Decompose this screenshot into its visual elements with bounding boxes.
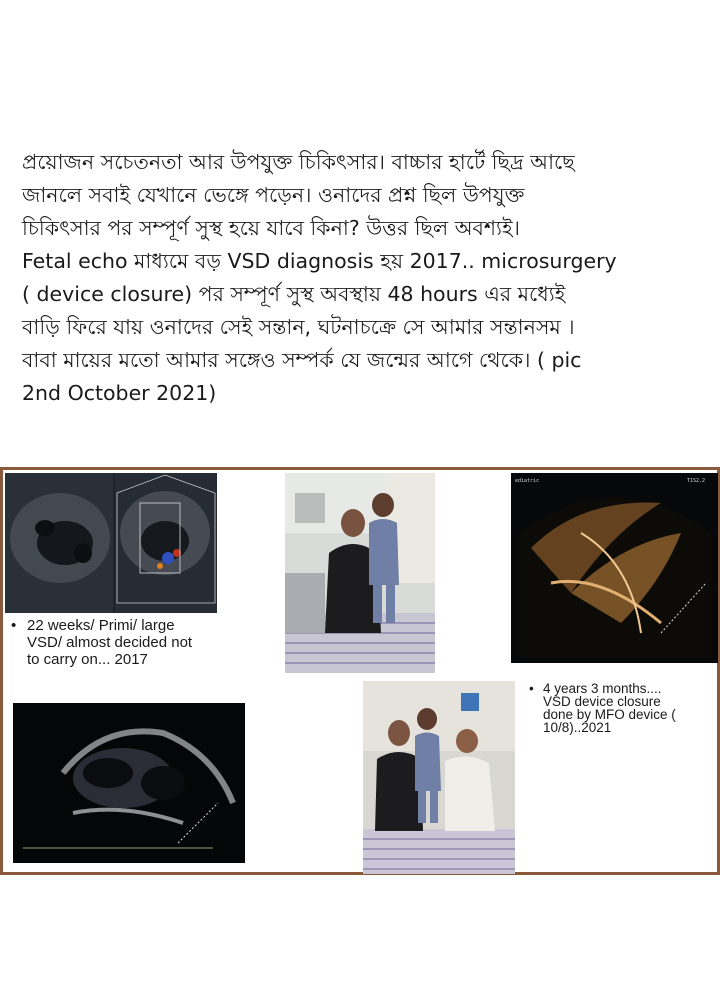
photo-mother-child — [285, 473, 435, 673]
caption-prenatal — [11, 617, 261, 668]
photo-mother-child-graphic — [285, 473, 435, 673]
echocardiogram-image — [511, 473, 718, 663]
echo-tis-label: T1S2.2 — [687, 478, 706, 484]
caption-postnatal-text: 4 years 3 months.... VSD device closure done by MFO device ( 10/8)..2021 — [543, 681, 676, 735]
post-line: প্রয়োজন সচেতনতা আর উপযুক্ত চিকিৎসার। বাচ্চার হার্টে ছিদ্র আছে — [22, 150, 575, 174]
photo-with-doctor-graphic — [363, 681, 515, 874]
post-text — [22, 146, 712, 410]
image-collage — [0, 467, 720, 875]
photo-with-doctor — [363, 681, 515, 874]
post-line: চিকিৎসার পর সম্পূর্ণ সুস্থ হয়ে যাবে কিনা? উত্তর ছিল অবশ্যই। — [22, 216, 520, 240]
post-line: ( device closure) পর সম্পূর্ণ সুস্থ অবস্থায় 48 hours এর মধ্যেই — [22, 282, 566, 306]
echocardiogram-graphic — [511, 473, 718, 663]
bullet-icon: • — [529, 681, 534, 696]
echo-header-label: ediatric — [515, 478, 540, 484]
post-line: 2nd October 2021) — [22, 381, 217, 405]
echocardiogram-bw-image — [13, 703, 245, 863]
caption-prenatal-text: 22 weeks/ Primi/ large VSD/ almost decided not to carry on... 2017 — [27, 617, 193, 668]
post-line: Fetal echo মাধ্যমে বড় VSD diagnosis হয় 2017.. microsurgery — [22, 249, 617, 273]
fetal-echo-image — [5, 473, 217, 613]
echocardiogram-bw-graphic — [13, 703, 245, 863]
post-line: বাবা মায়ের মতো আমার সঙ্গেও সম্পর্ক যে জন্মের আগে থেকে। ( pic — [22, 348, 582, 372]
post-line: জানলে সবাই যেখানে ভেঙ্গে পড়েন। ওনাদের প্রশ্ন ছিল উপযুক্ত — [22, 183, 525, 207]
post-line: বাড়ি ফিরে যায় ওনাদের সেই সন্তান, ঘটনাচক্রে সে আমার সন্তানসম । — [22, 315, 575, 339]
fetal-echo-graphic — [5, 473, 217, 613]
bullet-icon: • — [11, 617, 17, 634]
caption-postnatal — [529, 682, 719, 734]
